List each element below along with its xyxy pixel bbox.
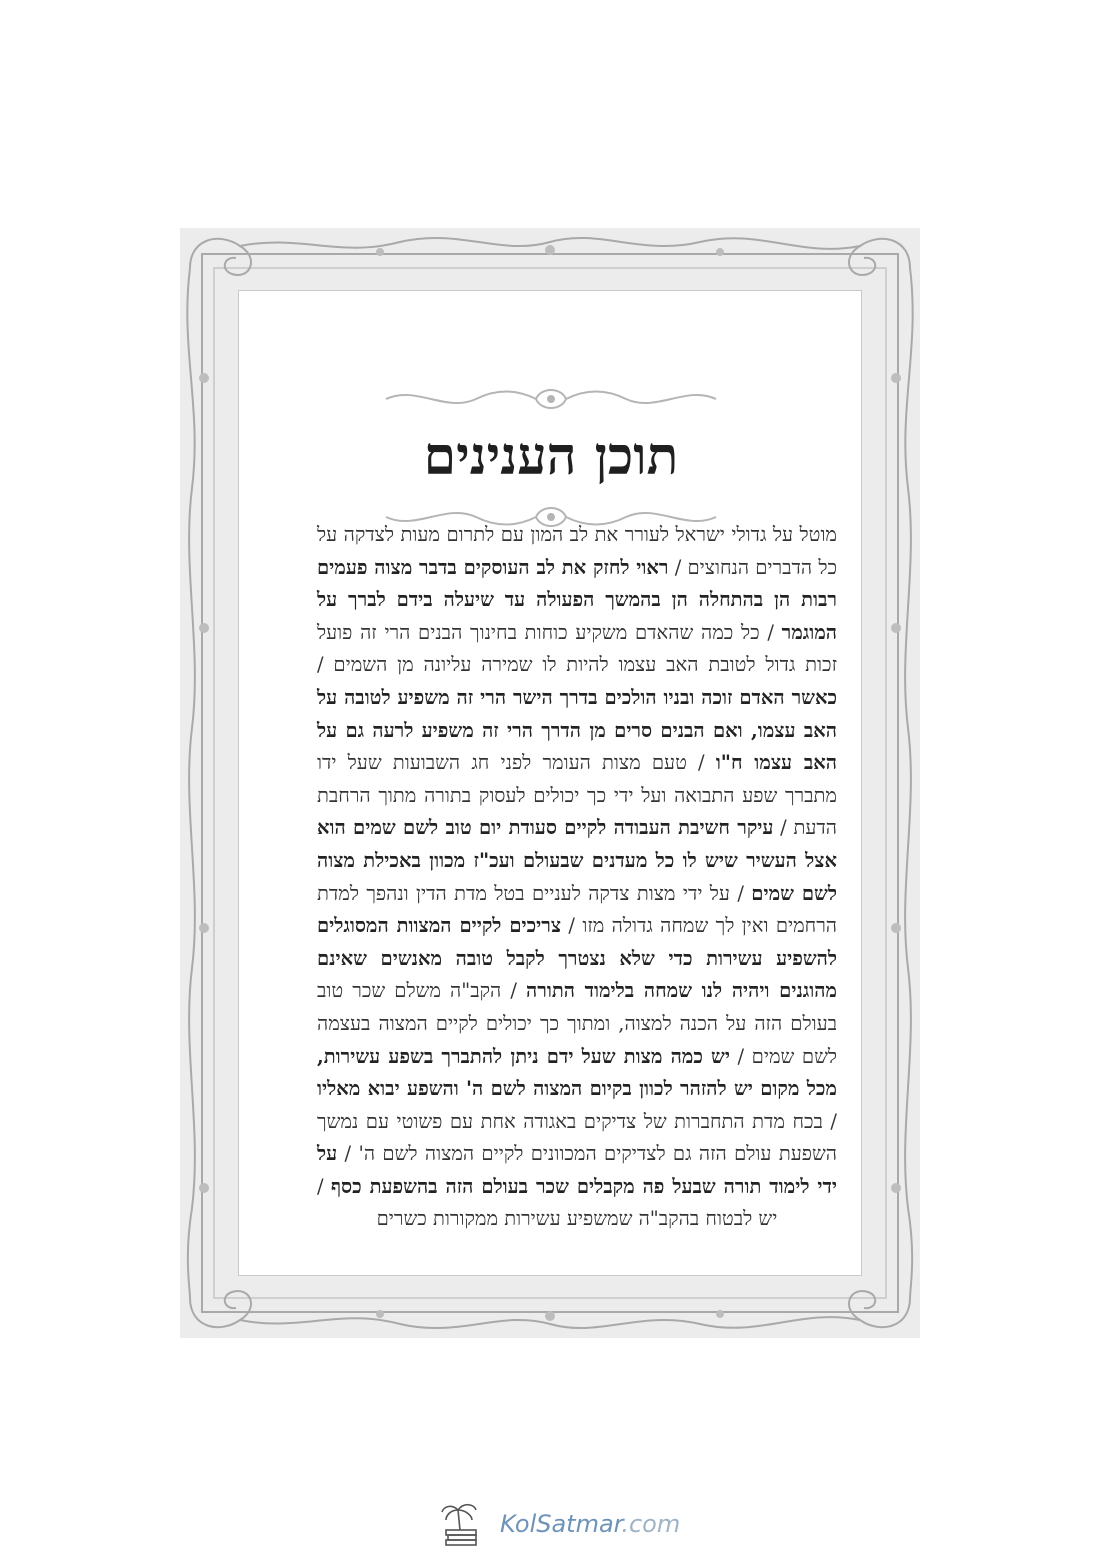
toc-bold-segment: כאשר האדם זוכה ובניו הולכים בדרך הישר הרי זה משפיע לטובה על האב עצמו, ואם הבנים סרים מן הדרך הרי זה משפיע לרעה גם על האב עצמו ח"ו — [317, 685, 837, 775]
toc-bold-segment: על ידי לימוד תורה שבעל פה מקבלים שכר בעולם הזה בהשפעת כסף — [317, 1142, 837, 1198]
toc-segment: / בכח מדת התחברות של צדיקים באגודה אחת עם פשוטי עם נמשך השפעת עולם הזה גם לצדיקים המכוונים לקיים המצוה לשם ה' / — [317, 1109, 837, 1166]
toc-segment: / כל כמה שהאדם משקיע כוחות בחינוך הבנים הרי זה פועל זכות גדול לטובת האב עצמו להיות לו שמירה עליונה מן השמים / — [317, 620, 837, 677]
toc-bold-segment: צריכים לקיים המצוות המסוגלים להשפיע עשירות כדי שלא נצטרך לקבל טובה מאנשים שאינם מהוגנים ויהיה לנו שמחה בלימוד התורה — [317, 914, 837, 1003]
title-ornament-top — [376, 381, 726, 417]
toc-segment: מוטל על גדולי ישראל לעורר את לב המון עם לתרום מעות לצדקה על כל הדברים הנחוצים / — [317, 523, 837, 579]
toc-segment: / יש לבטוח בהקב"ה שמשפיע עשירות ממקורות כשרים — [317, 1174, 778, 1231]
toc-bold-segment: עיקר חשיבת העבודה לקיים סעודת יום טוב לשם שמים הוא אצל העשיר שיש לו כל מעדנים שבעולם ועכ"ז מכוון באכילת מצוה לשם שמים — [317, 816, 837, 905]
decorative-frame — [180, 228, 920, 1338]
footer-brand: KolSatmar — [500, 1510, 622, 1538]
toc-bold-segment: ראוי לחזק את לב העוסקים בדבר מצוה פעמים רבות הן בהתחלה הן בהמשך הפעולה עד שיעלה בידם לברך על המוגמר — [317, 555, 837, 644]
content-panel — [238, 290, 862, 1276]
footer-site-name[interactable] — [500, 1510, 680, 1538]
toc-segment: / על ידי מצות צדקה לעניים בטל מדת הדין ונהפך למדת הרחמים ואין לך שמחה גדולה מזו / — [317, 881, 837, 938]
toc-bold-segment: יש כמה מצות שעל ידם ניתן להתברך בשפע עשירות, מכל מקום יש להזהר לכוון בקיום המצוה לשם ה' והשפע יבוא מאליו — [317, 1044, 837, 1101]
table-of-contents-text — [317, 519, 837, 1236]
palm-tree-books-icon — [438, 1500, 496, 1550]
toc-segment: / הקב"ה משלם שכר טוב בעולם הזה על הכנה למצוה, ומתוך כך יכולים לקיים המצוה בעצמה לשם שמים / — [317, 979, 837, 1068]
footer-branding — [438, 1500, 681, 1550]
page-title: תוכן הענינים — [423, 426, 679, 487]
toc-segment: / טעם מצות העומר לפני חג השבועות שעל ידו מתברך שפע התבואה ועל ידי כך יכולים לעסוק בתורה מתוך הרחבת הדעת / — [317, 751, 837, 840]
footer-domain: .com — [621, 1510, 681, 1538]
